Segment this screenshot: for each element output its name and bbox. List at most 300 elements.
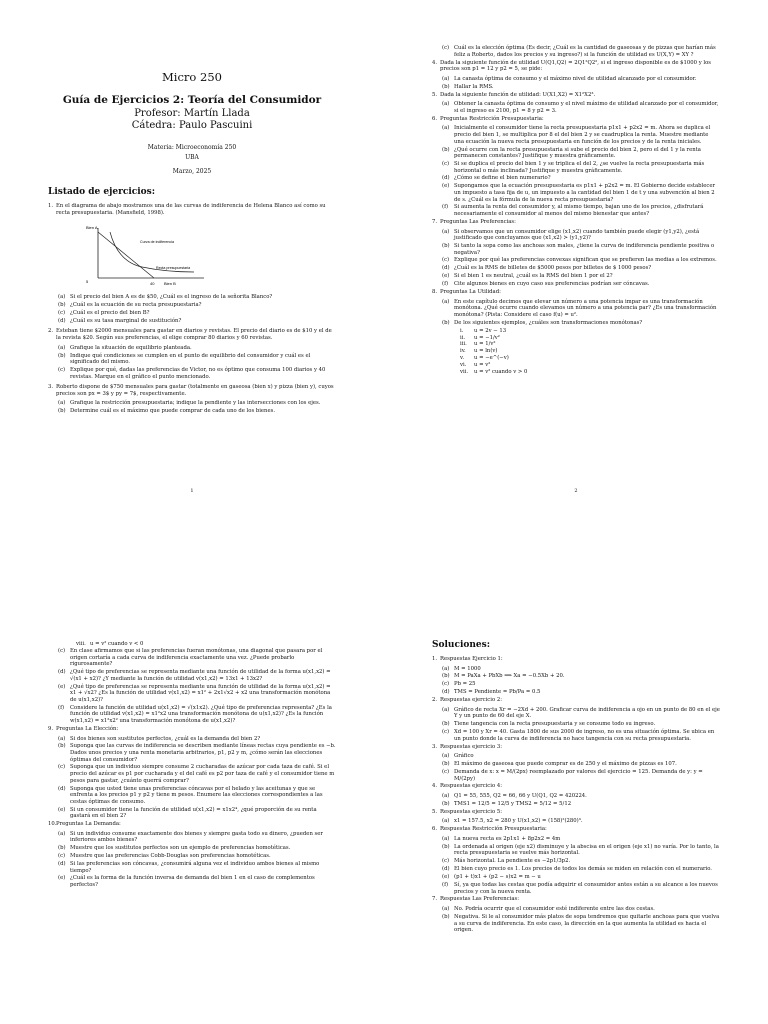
page-number: 1	[190, 488, 194, 494]
exercise-7	[432, 219, 720, 226]
item-text: Si se duplica el precio del bien 1 y se triplica el del 2, ¿se vuelve la recta presupuestaria más horizontal o más inclinada? Justifique y muestra gráficamente.	[454, 160, 705, 174]
item-text: ¿Cuál es la RMS de billetes de $5000 pesos por billetes de $ 1000 pesos?	[454, 265, 652, 272]
item-text: Si el precio del bien A es de $50, ¿Cuál es el ingreso de la señorita Blanco?	[70, 294, 273, 301]
list-item	[432, 801, 720, 808]
list-item	[48, 736, 336, 743]
item-text: u = −1/v²	[474, 334, 500, 341]
solution-number: 7.	[432, 896, 438, 903]
item-label: (e)	[442, 874, 450, 881]
item-text: De los siguientes ejemplos, ¿cuáles son transformaciones monótonas?	[454, 319, 643, 326]
exercise-4	[432, 60, 720, 73]
item-label: (b)	[58, 408, 66, 415]
item-label: (e)	[58, 875, 66, 882]
item-label: (f)	[442, 881, 449, 888]
list-item	[432, 243, 720, 256]
list-item	[48, 345, 336, 352]
list-item	[48, 302, 336, 309]
list-item	[432, 882, 720, 895]
item-text: La ordenada al origen (eje x2) disminuye y la abscisa en el origen (eje x1) no varía. Por lo tanto, la recta presupuestaria se vuelve más horizontal.	[454, 843, 719, 857]
solution-2-items	[432, 707, 720, 743]
item-text: u = v² cuando v > 0	[474, 369, 528, 376]
item-text: Pb = 25	[454, 681, 476, 688]
list-item	[432, 914, 720, 934]
list-item	[432, 273, 720, 280]
page-4-content	[432, 640, 720, 935]
exercise-10-items	[48, 831, 336, 889]
item-text: Si tanto la sopa como las anchoas son males, ¿tiene la curva de indiferencia pendiente positiva o negativa?	[454, 243, 715, 256]
solution-number: 2.	[432, 697, 438, 704]
list-item	[432, 257, 720, 264]
item-label: (c)	[58, 764, 66, 771]
exercise-8-more-items	[48, 648, 336, 724]
item-label: (b)	[58, 352, 66, 359]
exercise-8-items	[432, 299, 720, 327]
solution-1-items	[432, 666, 720, 696]
item-text: La nueva recta es 2p1x1 + 8p2x2 = 4m	[454, 835, 561, 842]
item-label: (b)	[442, 673, 450, 680]
document-page-3	[0, 512, 384, 1024]
item-label: iii.	[460, 341, 467, 348]
item-label: (a)	[442, 75, 450, 82]
exercise-9-items	[48, 736, 336, 820]
document-page-4	[384, 512, 768, 1024]
list-item	[48, 875, 336, 888]
item-label: (e)	[442, 183, 450, 190]
list-item	[48, 400, 336, 407]
exercise-number: 7.	[432, 218, 438, 225]
exercise-text: Esteban tiene $2000 mensuales para gastar en diarios y revistas. El precio del diario es de $10 y el de la revista $20. Según sus preferencias, el elige comprar 80 diarios y 60 revistas.	[56, 328, 332, 342]
item-label: (d)	[442, 265, 450, 272]
list-item	[432, 666, 720, 673]
page-3-content	[48, 640, 336, 890]
list-item	[432, 229, 720, 242]
item-text: Suponga que un individuo siempre consume 2 cucharadas de azúcar por cada taza de café. Si el precio del azúcar es p1 por cucharada y el del café es p2 por taza de café y el consumidor tiene m pesos para gastar, ¿cuánto querrá comprar?	[70, 764, 335, 784]
item-text: Indique qué condiciones se cumplen en el punto de equilibrio del consumidor y cuál es el significado del mismo.	[70, 352, 311, 366]
list-item	[432, 320, 720, 327]
item-label: (f)	[442, 204, 449, 211]
exercise-2	[48, 328, 336, 341]
item-label: (a)	[442, 906, 450, 913]
item-text: Gráfico de recta Xr = −2Xd + 200. Graficar curva de indiferencia a ojo en un punto de 80 en el eje Y y un punto de 60 del eje X.	[454, 706, 720, 720]
item-label: (a)	[442, 818, 450, 825]
item-label: (b)	[442, 843, 450, 850]
university-line: UBA	[185, 154, 199, 161]
item-text: Si un consumidor tiene la función de utilidad u(x1,x2) = x1x2⁴, ¿qué proporción de su renta gastará en el bien 2?	[70, 806, 317, 820]
item-text: u = v²	[474, 362, 491, 369]
item-text: Si el bien 1 es neutral, ¿cuál es la RMS del bien 1 por el 2?	[454, 273, 613, 280]
item-text: El máximo de gaseosa que puede comprar es de 250 y el máximo de pizzas es 107.	[454, 761, 677, 768]
item-label: (a)	[442, 125, 450, 132]
solution-number: 1.	[432, 656, 438, 662]
exercise-6	[432, 116, 720, 123]
list-item	[48, 705, 336, 725]
item-label: i.	[460, 327, 464, 334]
solution-number: 3.	[432, 743, 438, 750]
item-label: (b)	[442, 243, 450, 249]
list-item	[432, 836, 720, 843]
subject-line: Materia: Microeconomía 250	[147, 144, 237, 151]
solution-5-items	[432, 818, 720, 825]
exercise-text: Roberto dispone de $750 mensuales para gastar (totalmente en gaseosa (bien x) y pizza (bien y), cuyos precios son px = 3$ y py = 7$, respectivamente.	[56, 384, 334, 397]
list-item	[432, 753, 720, 760]
exercise-number: 8.	[432, 289, 438, 296]
item-label: vii.	[460, 369, 469, 376]
item-label: (c)	[442, 729, 450, 736]
item-label: (c)	[442, 160, 450, 167]
indifference-curve-figure	[84, 222, 214, 288]
item-label: (c)	[442, 858, 450, 865]
list-item	[432, 681, 720, 688]
list-item	[48, 684, 336, 704]
list-item	[48, 807, 336, 820]
item-label: (a)	[58, 344, 66, 351]
list-item	[48, 764, 336, 784]
exercise-3-items	[48, 400, 336, 414]
list-item	[432, 874, 720, 881]
list-item	[432, 328, 720, 334]
item-text: Explique por qué las preferencias convexas significan que se prefieren las medias a los extremos.	[454, 257, 717, 264]
list-item	[432, 844, 720, 857]
exercise-number: 6.	[432, 115, 438, 122]
item-label: (a)	[442, 298, 450, 305]
guide-title: Guía de Ejercicios 2: Teoría del Consumidor	[62, 94, 322, 106]
list-item	[432, 265, 720, 272]
item-text: ¿Cuál es la forma de la función inversa de demanda del bien 1 en el caso de complementos perfectos?	[70, 875, 315, 889]
item-label: (d)	[442, 689, 450, 696]
exercise-number: 5.	[432, 91, 438, 98]
list-item	[432, 341, 720, 347]
item-text: Muestre que los sustitutos perfectos son un ejemplo de preferencias homotéticas.	[70, 845, 291, 852]
item-text: Xd = 100 y Xr = 40. Gasta 1800 de sus 2000 de ingreso, no es una situación óptima. Se ubica en un punto donde la curva de indiferencia no hace tangencia con su recta presupuestaria.	[454, 729, 715, 742]
exercise-text: Preguntas La Utilidad:	[440, 289, 501, 296]
list-item	[48, 641, 336, 647]
item-text: Inicialmente el consumidor tiene la recta presupuestaria p1x1 + p2x2 = m. Ahora se duplica el precio del bien 1, se multiplica por 8 el del bien 2 y se cuadruplica la renta. Muestre mediante una ecuación la nueva recta presupuestaria en función de los precios y de la renta iniciales.	[454, 125, 711, 145]
item-label: (d)	[58, 860, 66, 867]
item-text: Si aumenta la renta del consumidor y, al mismo tiempo, bajan uno de los precios, ¿disfrutará necesariamente el consumidor al menos del mismo bienestar que antes?	[454, 204, 704, 218]
solution-4	[432, 783, 720, 790]
item-label: iv.	[460, 348, 466, 355]
item-text: Si observamos que un consumidor elige (x1,x2) cuando también puede elegir (y1,y2), ¿está justificado que concluyamos que (x1,x2) ≻ (y1,y2)?	[454, 228, 700, 242]
solution-7-items	[432, 906, 720, 934]
budget-line	[98, 232, 154, 278]
item-text: (p1 + t)x1 + (p2 − s)x2 = m − u	[454, 874, 541, 881]
exercise-1-items	[48, 294, 336, 324]
item-text: ¿Cuál es el precio del bien B?	[70, 309, 150, 316]
professor-line: Profesor: Martín Llada	[134, 108, 250, 119]
list-item	[432, 299, 720, 319]
item-text: Si un individuo consume exactamente dos bienes y siempre gasta todo su dinero, ¿pueden ser inferiores ambos bienes?	[70, 830, 323, 844]
solution-text: Respuestas ejercicio 5:	[440, 808, 502, 815]
solution-text: Respuestas ejercicio 2:	[440, 697, 502, 704]
item-text: Cuál es la elección óptima (Es decir, ¿Cuál es la cantidad de gaseosas y de pizzas que harían más feliz a Roberto, dados los precios y su ingreso?) si la función de utilidad es U(X,Y) = XY ?	[454, 45, 716, 58]
item-label: (e)	[58, 806, 66, 813]
item-label: (a)	[58, 400, 66, 407]
exercise-10	[48, 821, 336, 828]
document-page-2	[384, 0, 768, 512]
item-text: ¿Qué tipo de preferencias se representa mediante una función de utilidad de la forma u(x1,x2) = √(x1 + x2)? ¿Y mediante la función de utilidad v(x1,x2) = 13x1 + 13x2?	[70, 669, 331, 682]
solution-7	[432, 896, 720, 903]
list-item	[48, 648, 336, 668]
item-label: (f)	[58, 704, 65, 711]
item-label: (c)	[58, 648, 66, 655]
exercise-text: Preguntas La Elección:	[56, 725, 119, 732]
item-text: Obtener la canasta óptima de consumo y el nivel máximo de utilidad alcanzado por el consumidor, si el ingreso es 2100, p1 = 8 y p2 = 3.	[454, 101, 719, 114]
item-label: (a)	[442, 706, 450, 713]
item-text: Determine cuál es el máximo que puede comprar de cada uno de los bienes.	[70, 408, 276, 415]
list-item	[432, 125, 720, 145]
item-text: Q1 = 55, 555, Q2 = 66, 66 y U(Q1, Q2 = 420224.	[454, 793, 587, 800]
item-label: (c)	[58, 853, 66, 860]
item-text: Más horizontal. La pendiente es −2p1/3p2.	[454, 858, 571, 865]
item-text: ¿Cuál es la ecuación de su recta presupuestaria?	[70, 302, 202, 309]
item-text: Considere la función de utilidad u(x1,x2) = √(x1x2). ¿Qué tipo de preferencias representa? ¿Es la función de utilidad v(x1,x2) = x1²x2 una transformación monótona de u(x1,x2)? ¿Es la función w(x1,x2) = x1²x2² una transformación monótona de u(x1,x2)?	[70, 704, 332, 725]
item-text: ¿Cuál es su tasa marginal de sustitución?	[70, 317, 182, 324]
exercise-8-list	[432, 328, 720, 376]
exercise-number: 9.	[48, 725, 54, 732]
item-label: vi.	[460, 362, 467, 369]
item-label: (a)	[58, 735, 66, 742]
list-item	[432, 729, 720, 742]
exercise-9	[48, 726, 336, 733]
item-label: (c)	[442, 681, 450, 688]
item-label: (a)	[442, 228, 450, 235]
list-item	[432, 76, 720, 83]
list-item	[48, 743, 336, 763]
exercise-text: Preguntas La Demanda:	[56, 821, 121, 828]
item-text: Hallar la RMS.	[454, 83, 494, 90]
solution-1	[432, 656, 720, 663]
course-title: Micro 250	[162, 70, 222, 84]
list-item	[432, 101, 720, 114]
solution-6-items	[432, 836, 720, 895]
item-text: Suponga que usted tiene unas preferencias cóncavas por el helado y las aceitunas y que se enfrenta a los precios p1 y p2 y tiene m pesos. Enumere las elecciones correspondientes a las cestas óptimas de consumo.	[70, 785, 323, 805]
budget-label: Recta presupuestaria	[156, 266, 191, 271]
item-text: Muestre que las preferencias Cobb-Douglas son preferencias homotéticas.	[70, 853, 271, 860]
item-text: u = 1/v²	[474, 341, 496, 348]
solution-3-items	[432, 753, 720, 782]
item-text: La canasta óptima de consumo y el máximo nivel de utilidad alcanzado por el consumidor.	[454, 75, 697, 82]
section-heading: Listado de ejercicios:	[48, 187, 156, 197]
item-label: (b)	[58, 845, 66, 852]
x-axis-label: Bien B	[164, 281, 176, 287]
list-item	[48, 294, 336, 301]
item-label: (a)	[442, 793, 450, 800]
list-item	[48, 353, 336, 366]
item-text: ¿Qué tipo de preferencias se representa mediante una función de utilidad de la forma u(x1,x2) = x1 + √x2? ¿Es la función de utilidad v(x1,x2) = x1² + 2x1√x2 + x2 una transformación monótona de u(x1,x2)?	[70, 683, 331, 703]
item-text: El bien cuyo precio es 1. Los precios de todos los demás se miden en relación con el numerario.	[454, 866, 712, 873]
list-item	[48, 318, 336, 325]
item-text: No. Podría ocurrir que el consumidor esté indiferente entre las dos cestas.	[454, 906, 655, 913]
item-label: (b)	[58, 743, 66, 750]
solution-text: Respuestas Las Preferencias:	[440, 896, 519, 903]
solution-text: Respuestas Ejercicio 1:	[440, 656, 503, 662]
continued-items	[432, 45, 720, 58]
list-item	[432, 183, 720, 203]
exercise-text: Preguntas Restricción Presupuestaria:	[440, 115, 544, 122]
item-text: Grafique la restricción presupuestaria; indique la pendiente y las intersecciones con los ejes.	[70, 400, 321, 407]
item-text: x1 = 157.5, x2 = 280 y U(x1,x2) = (158)²(280)³.	[454, 818, 583, 825]
list-item	[48, 845, 336, 852]
item-label: v.	[460, 355, 465, 362]
item-text: Gráfico	[454, 753, 474, 760]
item-label: (d)	[442, 866, 450, 873]
exercise-number: 1.	[48, 203, 54, 209]
item-text: Grafique la situación de equilibrio planteada.	[70, 344, 192, 351]
item-label: (c)	[58, 367, 66, 374]
exercise-number: 2.	[48, 328, 54, 335]
chair-line: Cátedra: Paulo Pascuini	[131, 120, 253, 131]
item-text: Sí, ya que todas las cestas que podía adquirir el consumidor antes están a su alcance a los nuevos precios y con la nueva renta.	[454, 881, 718, 895]
page-2-content	[432, 44, 720, 376]
list-item	[48, 861, 336, 874]
item-text: M = PaXa + PbXb ⟹ Xa = −0.5Xb + 20.	[454, 673, 565, 680]
solution-2	[432, 697, 720, 704]
item-label: (c)	[442, 257, 450, 264]
item-text: En clase afirmamos que si las preferencias fueran monótonas, una diagonal que pasara por el origen cortaría a cada curva de indiferencia exactamente una vez. ¿Puede probarlo rigurosamente?	[70, 648, 323, 668]
list-item	[432, 866, 720, 873]
list-item	[432, 818, 720, 825]
item-label: (d)	[442, 175, 450, 182]
list-item	[432, 281, 720, 288]
item-label: (d)	[58, 785, 66, 792]
item-label: (d)	[58, 669, 66, 676]
item-label: (d)	[58, 317, 66, 324]
list-item	[432, 362, 720, 368]
item-text: Tiene tangencia con la recta presupuestaria y se consume todo su ingreso.	[454, 721, 656, 728]
list-item	[48, 786, 336, 806]
continued-list	[48, 641, 336, 647]
solution-6	[432, 826, 720, 833]
solution-4-items	[432, 793, 720, 807]
item-label: (f)	[442, 281, 449, 288]
list-item	[48, 367, 336, 380]
item-text: Cite algunos bienes en cuyo caso sus preferencias podrían ser cóncavas.	[454, 281, 650, 288]
item-text: u = ln(v)	[474, 348, 498, 355]
item-text: ¿Cómo se define el bien numerario?	[454, 175, 551, 182]
item-text: Suponga que las curvas de indiferencia se describen mediante líneas rectas cuya pendiente es −b. Dados unos precios y una renta monetaria arbitrarios, p1, p2 y m, ¿cómo serán las elecciones óptimas del consumidor?	[70, 743, 336, 763]
list-item	[432, 761, 720, 768]
item-text: TMS = Pendiente = Pb/Pa = 0.5	[454, 689, 541, 696]
solution-text: Respuestas ejercicio 4:	[440, 783, 502, 790]
item-label: (e)	[442, 273, 450, 280]
item-text: Si las preferencias son cóncavas, ¿consumirá alguna vez el individuo ambos bienes al mismo tiempo?	[70, 860, 320, 874]
item-text: ¿Qué ocurre con la recta presupuestaria si sube el precio del bien 2, pero el del 1 y la renta permanecen constantes? Justifique y muestra gráficamente.	[454, 146, 701, 160]
item-text: u = 2v − 13	[474, 327, 507, 334]
item-text: En este capítulo decimos que elevar un número a una potencia impar es una transformación monótona. ¿Qué ocurre cuando elevamos un número a una potencia par? ¿Es una transformación monótona? (Pista: Considere el caso f(u) = u².	[454, 298, 717, 318]
document-page-1	[0, 0, 384, 512]
item-label: (b)	[442, 800, 450, 807]
page-number: 2	[574, 488, 578, 494]
item-text: M = 1000	[454, 665, 481, 672]
exercise-5-items	[432, 101, 720, 114]
list-item	[432, 689, 720, 696]
title-block	[48, 70, 336, 175]
exercise-1	[48, 203, 336, 216]
curve-label: Curva de indiferencia	[140, 240, 174, 245]
list-item	[432, 721, 720, 728]
list-item	[48, 310, 336, 317]
list-item	[432, 161, 720, 174]
exercise-2-items	[48, 345, 336, 381]
date-line: Marzo, 2025	[172, 168, 212, 175]
item-text: Negativa. Si le al consumidor más platos de sopa tendremos que quitarle anchoas para que vuelva a su curva de indiferencia. En este caso, la dirección en la que aumenta la utilidad es hacia el origen.	[454, 913, 720, 934]
item-label: (a)	[442, 665, 450, 672]
item-label: (a)	[442, 101, 450, 108]
exercise-5	[432, 92, 720, 99]
list-item	[432, 348, 720, 354]
exercise-7-items	[432, 229, 720, 288]
list-item	[48, 831, 336, 844]
item-label: (c)	[58, 309, 66, 316]
item-label: (b)	[442, 913, 450, 920]
list-item	[432, 335, 720, 341]
item-label: (b)	[442, 721, 450, 728]
item-label: (b)	[58, 302, 66, 309]
item-text: u = −e^(−v)	[474, 355, 509, 362]
item-label: (c)	[442, 45, 450, 52]
solution-text: Respuestas ejercicio 3:	[440, 743, 502, 750]
exercise-text: Dada la siguiente función de utilidad U(Q1,Q2) = 2Q1²Q2², si el ingreso disponible es de $1000 y los precios son p1 = 12 y p2 = 5, se pide:	[440, 59, 711, 73]
item-label: viii.	[76, 640, 86, 647]
item-label: (b)	[442, 319, 450, 326]
solutions-heading: Soluciones:	[432, 640, 491, 650]
exercise-number: 4.	[432, 59, 438, 66]
item-label: (b)	[442, 146, 450, 153]
list-item	[432, 769, 720, 782]
list-item	[432, 673, 720, 680]
list-item	[48, 408, 336, 415]
exercise-text: En el diagrama de abajo mostramos una de las curvas de indiferencia de Helena Blanco así como su recta presupuestaria. (Mansfield, 1998).	[56, 203, 326, 216]
exercise-4-items	[432, 76, 720, 90]
item-label: (a)	[442, 835, 450, 842]
item-text: Explique por qué, dadas las preferencias de Victor, no es óptimo que consuma 100 diarios y 40 revistas. Marque en el gráfico el punto mencionado.	[70, 367, 326, 380]
exercise-text: Preguntas Las Preferencias:	[440, 218, 516, 225]
exercise-number: 10.	[48, 821, 57, 828]
solution-number: 6.	[432, 826, 438, 833]
item-text: Demanda de x: x = M/(2px) reemplazado por valores del ejercicio = 125. Demanda de y: y = M/(2py)	[454, 768, 703, 782]
item-label: (a)	[58, 294, 66, 301]
solution-number: 4.	[432, 783, 438, 790]
list-item	[432, 369, 720, 375]
item-label: ii.	[460, 334, 466, 341]
y-value-label: 5	[86, 279, 89, 285]
solution-number: 5.	[432, 808, 438, 815]
list-item	[432, 355, 720, 361]
exercise-number: 3.	[48, 384, 54, 391]
list-item	[48, 669, 336, 682]
exercise-6-items	[432, 125, 720, 217]
y-axis-label: Bien A	[86, 225, 98, 231]
list-item	[432, 175, 720, 182]
item-label: (c)	[442, 768, 450, 775]
x-value-label: 40	[150, 281, 155, 287]
item-label: (a)	[58, 830, 66, 837]
item-text: TMS1 = 12/5 = 12/5 y TMS2 = 5/12 = 5/12	[454, 800, 572, 807]
list-item	[48, 853, 336, 860]
list-item	[432, 204, 720, 217]
list-item	[432, 858, 720, 865]
list-item	[432, 45, 720, 58]
exercise-8	[432, 289, 720, 296]
item-label: (b)	[442, 83, 450, 90]
solution-3	[432, 744, 720, 751]
solution-5	[432, 809, 720, 816]
list-item	[432, 84, 720, 91]
item-label: (b)	[442, 761, 450, 768]
item-label: (a)	[442, 753, 450, 760]
item-label: (e)	[58, 683, 66, 690]
list-item	[432, 147, 720, 160]
